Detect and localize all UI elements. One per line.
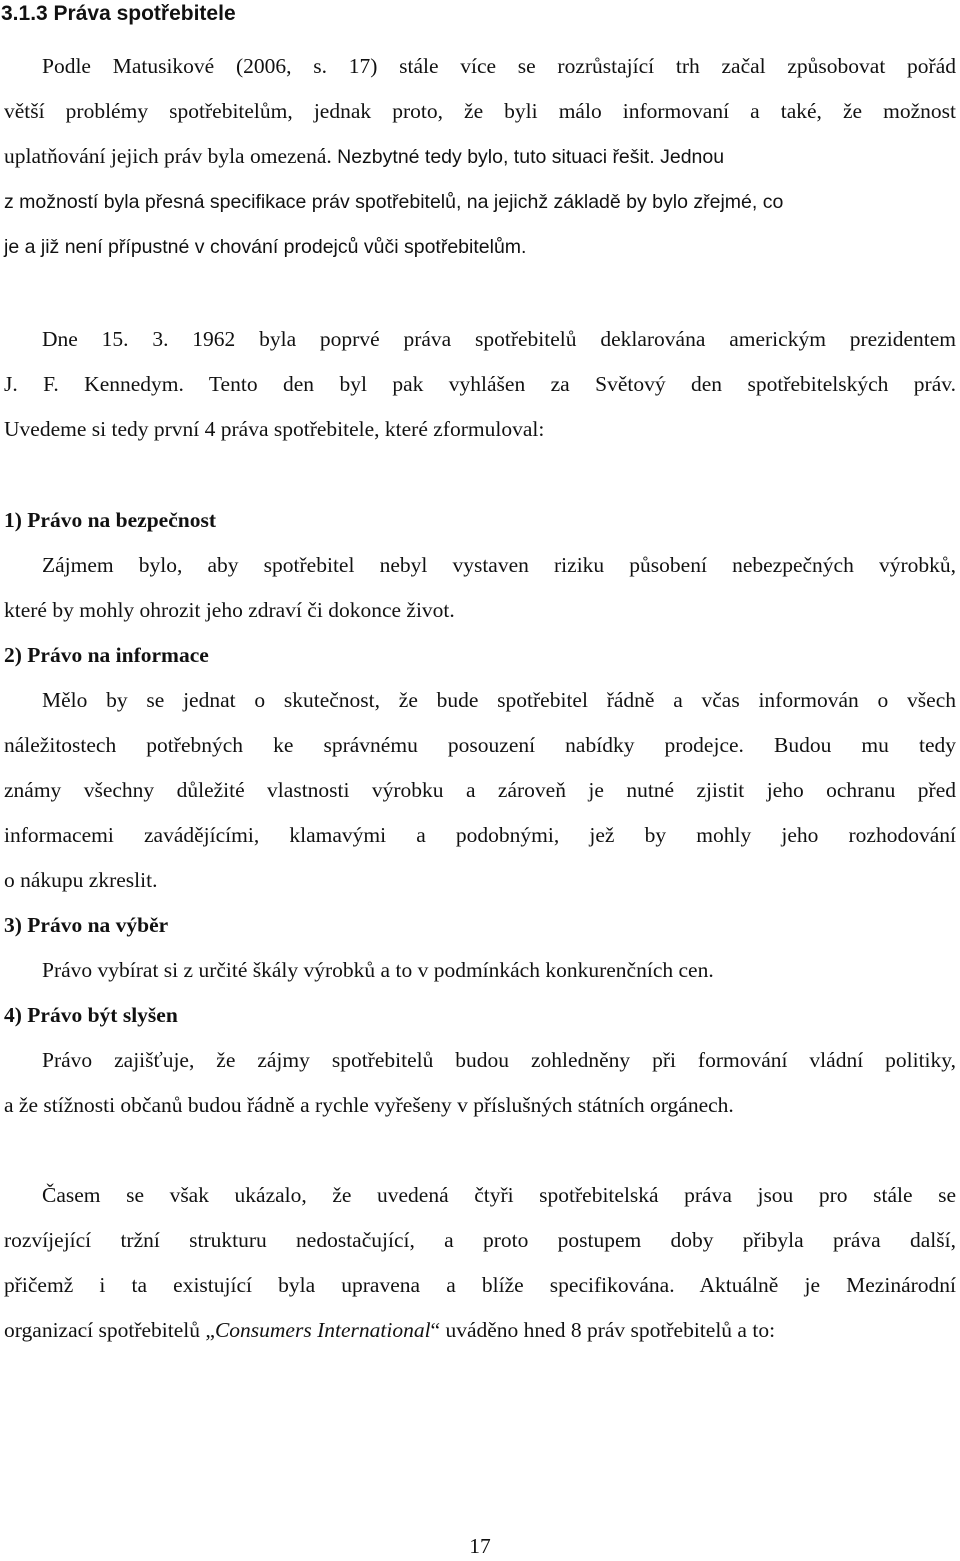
paragraph-intro — [4, 44, 956, 270]
intro-line-4: z možností byla přesná specifikace práv spotřebitelů, na jejichž základě by bylo zřejmé, co — [4, 191, 784, 213]
right-1-title: 1) Právo na bezpečnost — [4, 508, 216, 532]
right-2-line-2: náležitostech potřebných ke správnému posouzení nabídky prodejce. Budou mu tedy — [4, 733, 956, 757]
section-heading: 3.1.3 Práva spotřebitele — [1, 2, 236, 25]
kennedy-line-2: J. F. Kennedym. Tento den byl pak vyhlášen za Světový den spotřebitelských práv. — [4, 372, 956, 396]
ci-line-1: Časem se však ukázalo, že uvedená čtyři spotřebitelská práva jsou pro stále se — [42, 1183, 956, 1207]
right-2-title: 2) Právo na informace — [4, 643, 209, 667]
right-3-title: 3) Právo na výběr — [4, 913, 169, 937]
intro-line-5: je a již není přípustné v chování prodejců vůči spotřebitelům. — [4, 236, 527, 258]
intro-line-2: větší problémy spotřebitelům, jednak proto, že byli málo informovaní a také, že možnost — [4, 99, 956, 123]
paragraph-kennedy — [4, 317, 956, 452]
right-2-text — [4, 678, 956, 903]
right-4-text — [4, 1038, 956, 1128]
right-2-line-1: Mělo by se jednat o skutečnost, že bude spotřebitel řádně a včas informován o všech — [42, 688, 956, 712]
intro-line-1: Podle Matusikové (2006, s. 17) stále více se rozrůstající trh začal způsobovat pořád — [42, 54, 956, 78]
ci-line-2: rozvíjející tržní strukturu nedostačující, a proto postupem doby přibyla práva další, — [4, 1228, 956, 1252]
right-1-text — [4, 543, 956, 632]
ci-line-4: organizací spotřebitelů „Consumers International“ uváděno hned 8 práv spotřebitelů a to: — [4, 1318, 776, 1342]
kennedy-line-1: Dne 15. 3. 1962 byla poprvé práva spotřebitelů deklarována americkým prezidentem — [42, 327, 956, 351]
right-2-line-3: známy všechny důležité vlastnosti výrobku a zároveň je nutné zjistit jeho ochranu před — [4, 778, 956, 802]
intro-line-3: uplatňování jejich práv byla omezená. Nezbytné tedy bylo, tuto situaci řešit. Jednou — [4, 144, 725, 168]
right-4-line-2: a že stížnosti občanů budou řádně a rychle vyřešeny v příslušných státních orgánech. — [4, 1093, 734, 1117]
right-2-line-5: o nákupu zkreslit. — [4, 868, 158, 892]
right-2-line-4: informacemi zavádějícími, klamavými a podobnými, jež by mohly jeho rozhodování — [4, 823, 956, 847]
consumers-international-name: Consumers International — [214, 1318, 431, 1342]
right-1-line-2: které by mohly ohrozit jeho zdraví či dokonce život. — [4, 597, 455, 622]
kennedy-line-3: Uvedeme si tedy první 4 práva spotřebitele, které zformuloval: — [4, 417, 545, 441]
page-number: 17 — [469, 1534, 491, 1558]
right-4-title: 4) Právo být slyšen — [4, 1003, 178, 1027]
right-3-text — [4, 948, 956, 993]
right-4-line-1: Právo zajišťuje, že zájmy spotřebitelů budou zohledněny při formování vládní politiky, — [42, 1048, 956, 1072]
right-1-line-1: Zájmem bylo, aby spotřebitel nebyl vystaven riziku působení nebezpečných výrobků, — [42, 553, 956, 577]
paragraph-consumers-international — [4, 1173, 956, 1353]
ci-line-3: přičemž i ta existující byla upravena a blíže specifikována. Aktuálně je Mezinárodní — [4, 1273, 956, 1297]
right-3-line-1: Právo vybírat si z určité škály výrobků a to v podmínkách konkurenčních cen. — [42, 958, 714, 982]
